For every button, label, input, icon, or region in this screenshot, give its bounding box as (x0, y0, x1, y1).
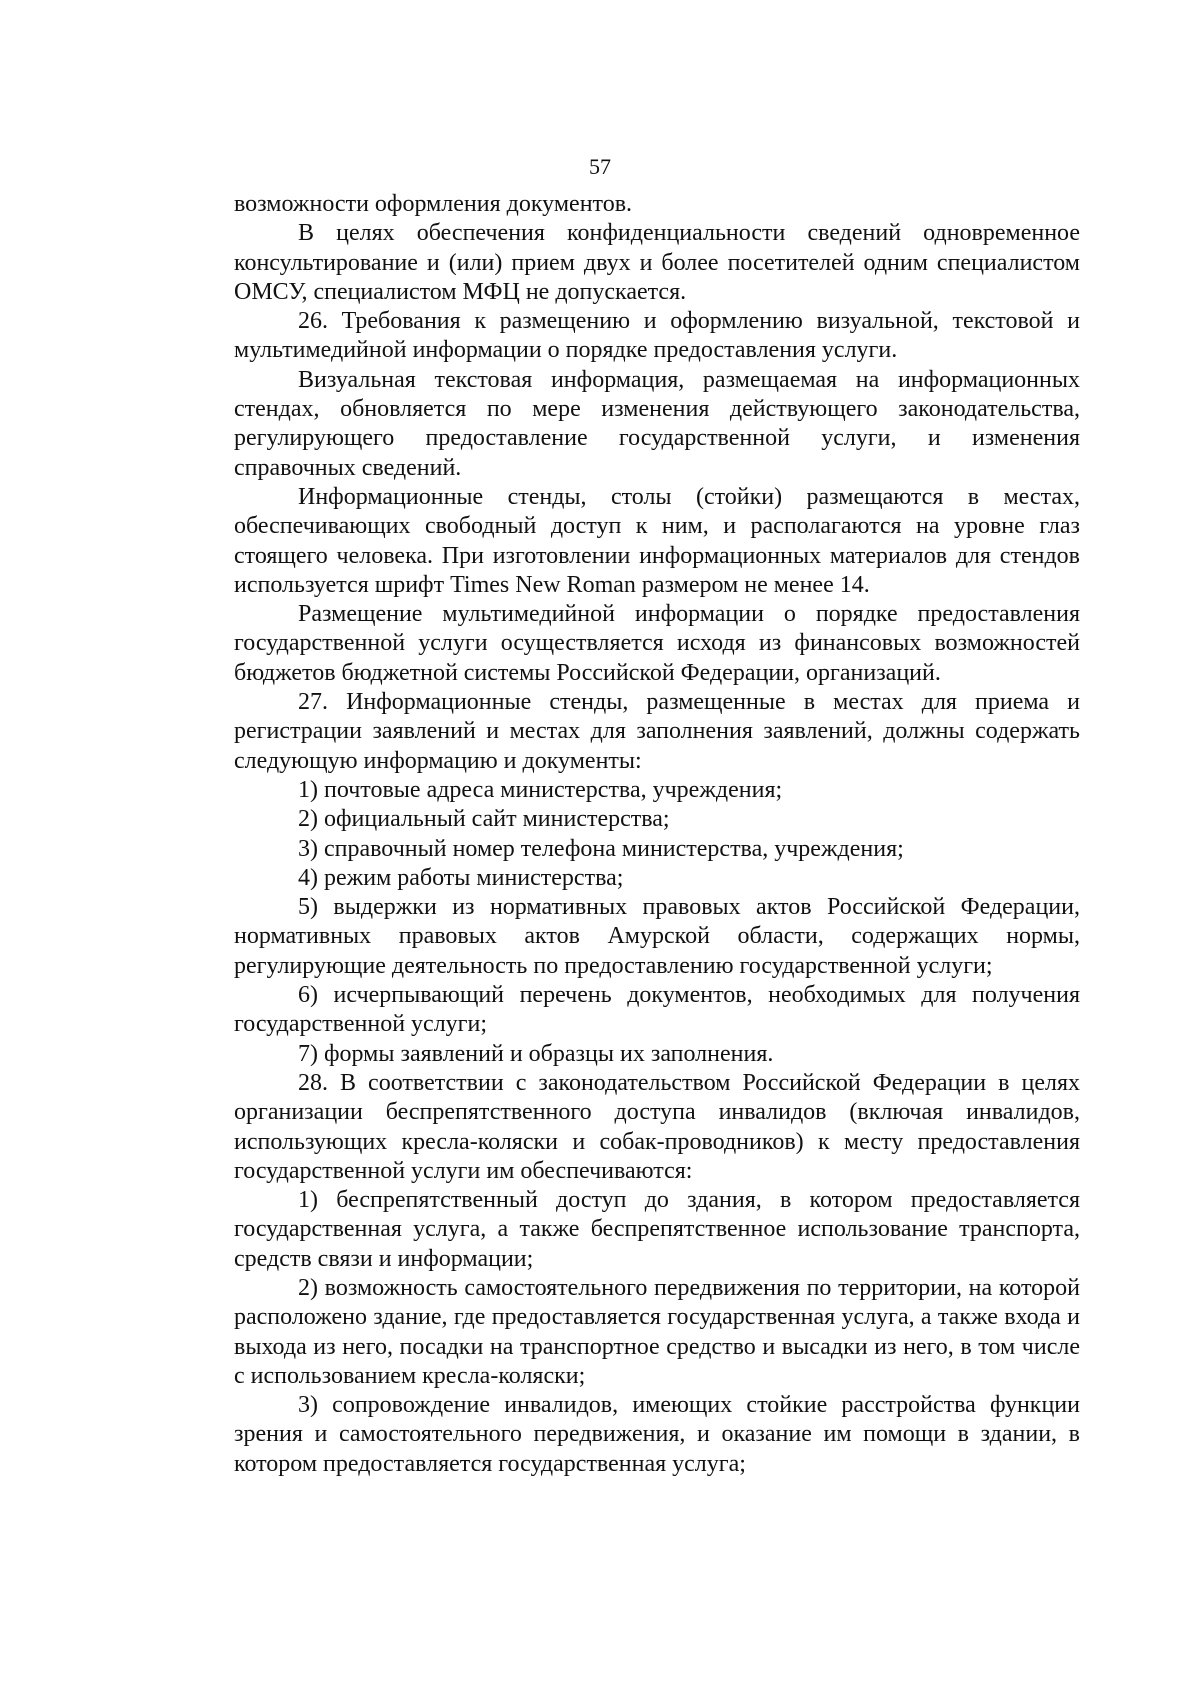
paragraph-visual-info: Визуальная текстовая информация, размещаемая на информационных стендах, обновляется по мере изменения действующего законодательства, регулирующего предоставление государственной услуги, и изменения справочных сведений. (234, 366, 1080, 481)
list-item-27-2: 2) официальный сайт министерства; (298, 806, 670, 833)
list-item-28-2: 2) возможность самостоятельного передвижения по территории, на которой расположено здание, где предоставляется государственная услуга, а также входа и выхода из него, посадки на транспортное средство и высадки из него, в том числе с использованием кресла-коляски; (234, 1274, 1080, 1389)
list-item-27-3: 3) справочный номер телефона министерства, учреждения; (298, 835, 904, 862)
list-item-27-7: 7) формы заявлений и образцы их заполнения. (298, 1040, 774, 1067)
paragraph-item-26: 26. Требования к размещению и оформлению визуальной, текстовой и мультимедийной информации о порядке предоставления услуги. (234, 308, 1080, 364)
paragraph-item-27: 27. Информационные стенды, размещенные в местах для приема и регистрации заявлений и местах для заполнения заявлений, должны содержать следующую информацию и документы: (234, 689, 1080, 774)
document-body (234, 190, 1080, 1479)
list-item-27-4: 4) режим работы министерства; (298, 864, 624, 891)
paragraph-confidentiality: В целях обеспечения конфиденциальности сведений одновременное консультирование и (или) прием двух и более посетителей одним специалистом ОМСУ, специалистом МФЦ не допускается. (234, 220, 1080, 305)
paragraph-continuation: возможности оформления документов. (234, 191, 633, 217)
list-item-27-1: 1) почтовые адреса министерства, учреждения; (298, 776, 783, 803)
paragraph-item-28: 28. В соответствии с законодательством Российской Федерации в целях организации беспрепятственного доступа инвалидов (включая инвалидов, использующих кресла-коляски и собак-проводников) к месту предоставления государственной услуги им обеспечиваются: (234, 1069, 1080, 1184)
list-item-28-3: 3) сопровождение инвалидов, имеющих стойкие расстройства функции зрения и самостоятельного передвижения, и оказание им помощи в здании, в котором предоставляется государственная услуга; (234, 1392, 1080, 1477)
paragraph-multimedia-info: Размещение мультимедийной информации о порядке предоставления государственной услуги осуществляется исходя из финансовых возможностей бюджетов бюджетной системы Российской Федерации, организаций. (234, 601, 1080, 686)
page-number: 57 (589, 154, 611, 179)
list-item-27-5: 5) выдержки из нормативных правовых актов Российской Федерации, нормативных правовых актов Амурской области, содержащих нормы, регулирующие деятельность по предоставлению государственной услуги; (234, 894, 1080, 979)
list-item-27-6: 6) исчерпывающий перечень документов, необходимых для получения государственной услуги; (234, 982, 1080, 1038)
paragraph-info-stands: Информационные стенды, столы (стойки) размещаются в местах, обеспечивающих свободный доступ к ним, и располагаются на уровне глаз стоящего человека. При изготовлении информационных материалов для стендов используется шрифт Times New Roman размером не менее 14. (234, 483, 1080, 598)
list-item-28-1: 1) беспрепятственный доступ до здания, в котором предоставляется государственная услуга, а также беспрепятственное использование транспорта, средств связи и информации; (234, 1187, 1080, 1272)
